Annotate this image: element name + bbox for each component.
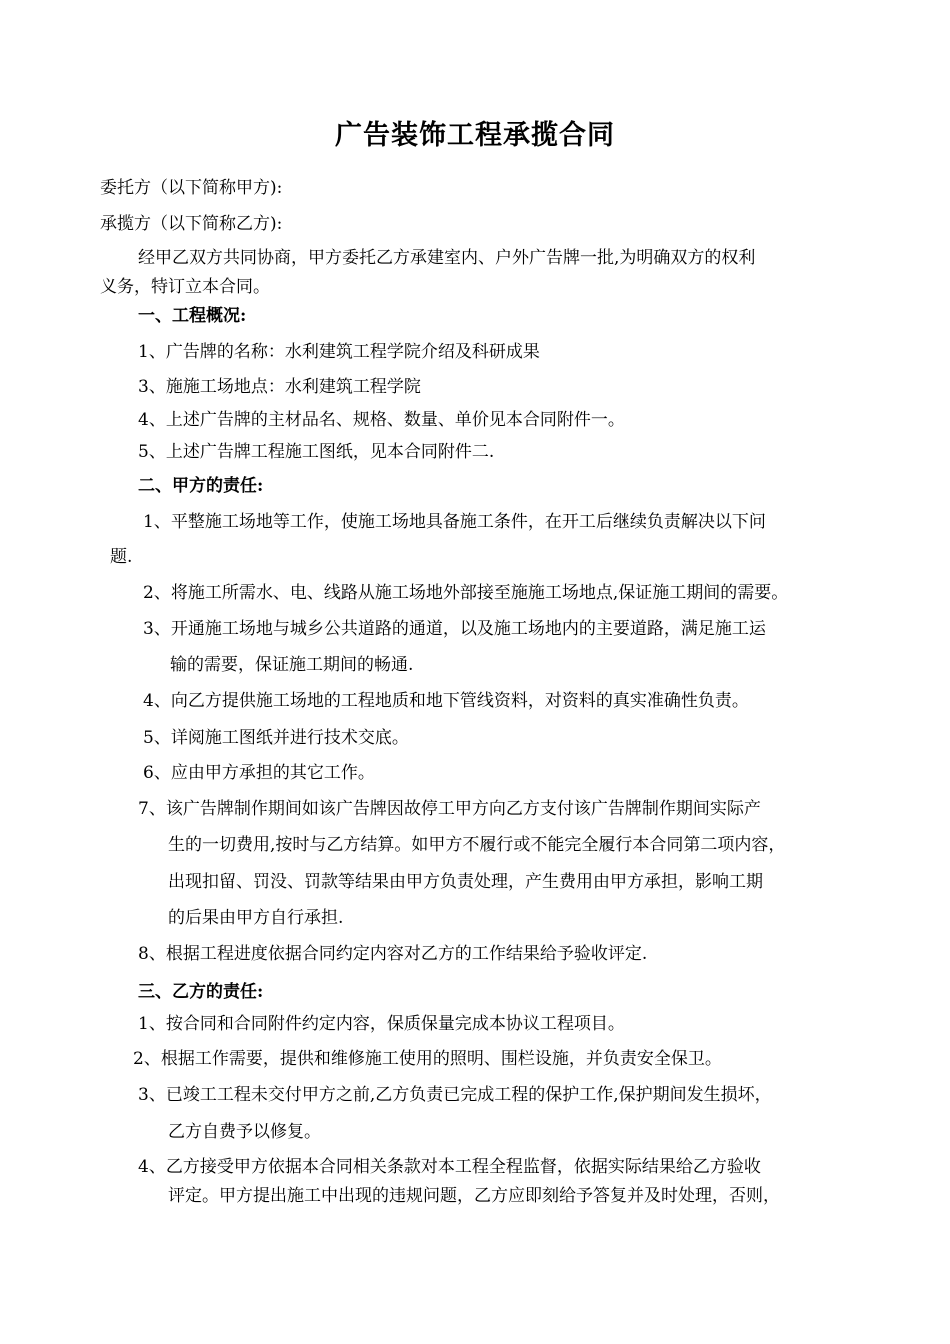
clause-line: 出现扣留、罚没、罚款等结果由甲方负责处理，产生费用由甲方承担，影响工期 — [168, 872, 763, 892]
clause-line: 4、向乙方提供施工场地的工程地质和地下管线资料，对资料的真实准确性负责。 — [143, 691, 749, 711]
clause-line: 3、施施工场地点：水利建筑工程学院 — [138, 377, 421, 397]
clause-line: 3、已竣工工程未交付甲方之前,乙方负责已完成工程的保护工作,保护期间发生损坏， — [138, 1085, 772, 1105]
section-heading-overview: 一、工程概况: — [138, 306, 247, 326]
preamble-line: 经甲乙双方共同协商，甲方委托乙方承建室内、户外广告牌一批,为明确双方的权利 — [138, 248, 756, 268]
clause-line: 4、乙方接受甲方依据本合同相关条款对本工程全程监督，依据实际结果给乙方验收 — [138, 1157, 761, 1177]
document-title: 广告装饰工程承揽合同 — [335, 120, 615, 151]
clause-line: 2、将施工所需水、电、线路从施工场地外部接至施施工场地点,保证施工期间的需要。 — [143, 583, 789, 603]
clause-line: 5、详阅施工图纸并进行技术交底。 — [143, 728, 409, 748]
clause-line: 6、应由甲方承担的其它工作。 — [143, 763, 375, 783]
clause-line: 1、按合同和合同附件约定内容，保质保量完成本协议工程项目。 — [138, 1014, 625, 1034]
clause-line: 1、广告牌的名称：水利建筑工程学院介绍及科研成果 — [138, 342, 540, 362]
clause-line: 7、该广告牌制作期间如该广告牌因故停工甲方向乙方支付该广告牌制作期间实际产 — [138, 799, 761, 819]
clause-line: 生的一切费用,按时与乙方结算。如甲方不履行或不能完全履行本合同第二项内容， — [168, 835, 786, 855]
clause-line: 评定。甲方提出施工中出现的违规问题，乙方应即刻给予答复并及时处理，否则， — [168, 1186, 780, 1206]
clause-line: 3、开通施工场地与城乡公共道路的通道，以及施工场地内的主要道路，满足施工运 — [143, 619, 766, 639]
clause-line: 2、根据工作需要，提供和维修施工使用的照明、围栏设施，并负责安全保卫。 — [133, 1049, 722, 1069]
clause-line: 的后果由甲方自行承担. — [168, 908, 344, 928]
client-party-line: 委托方（以下简称甲方): — [100, 178, 283, 198]
clause-line: 4、上述广告牌的主材品名、规格、数量、单价见本合同附件一。 — [138, 410, 625, 430]
clause-line: 1、平整施工场地等工作，使施工场地具备施工条件，在开工后继续负责解决以下问 — [143, 512, 766, 532]
contractor-party-line: 承揽方（以下简称乙方): — [100, 214, 283, 234]
clause-line: 5、上述广告牌工程施工图纸，见本合同附件二. — [138, 442, 495, 462]
clause-line: 乙方自费予以修复。 — [168, 1122, 321, 1142]
clause-line: 8、根据工程进度依据合同约定内容对乙方的工作结果给予验收评定. — [138, 944, 648, 964]
clause-line: 题. — [110, 547, 133, 567]
section-heading-party-b: 三、乙方的责任: — [138, 982, 264, 1002]
clause-line: 输的需要，保证施工期间的畅通. — [170, 655, 414, 675]
section-heading-party-a: 二、甲方的责任: — [138, 476, 264, 496]
preamble-line: 义务，特订立本合同。 — [100, 277, 270, 297]
